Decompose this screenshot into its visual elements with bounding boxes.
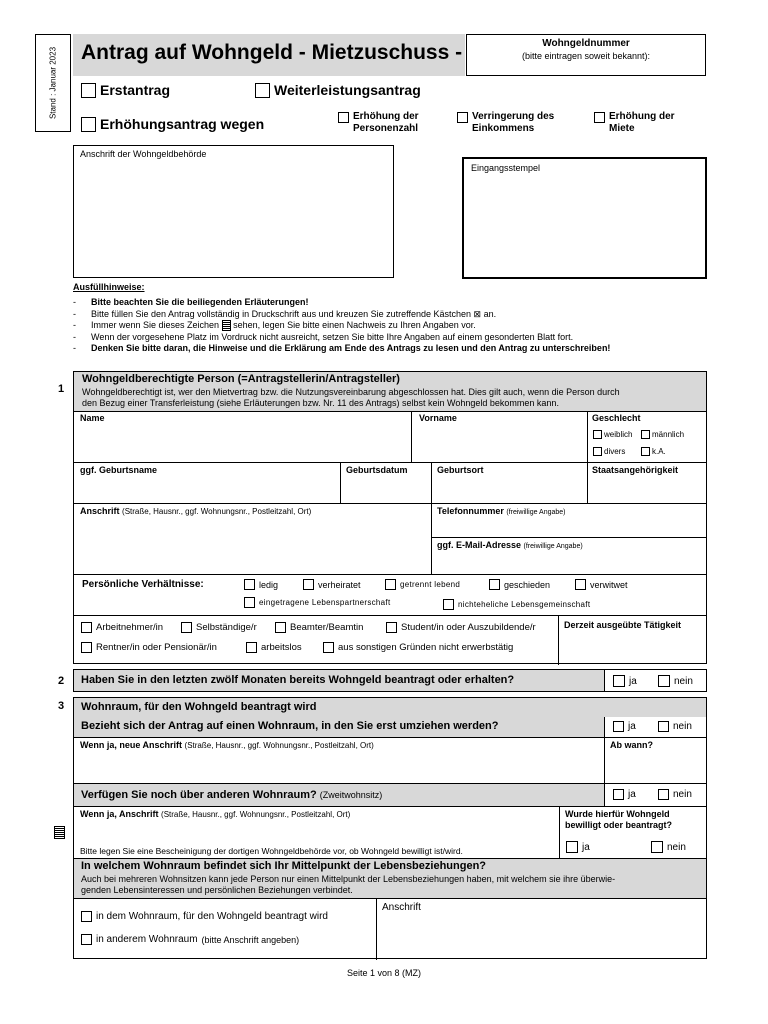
gender-maennlich-checkbox[interactable]	[641, 430, 650, 439]
stamp-box	[462, 157, 707, 279]
gender-weiblich[interactable]: weiblich	[593, 430, 632, 439]
section-3-number: 3	[58, 700, 65, 712]
occ-rentner[interactable]: Rentner/in oder Pensionär/in	[81, 642, 217, 653]
reason-miete-line2: Miete	[609, 123, 635, 134]
telefon-label: Telefonnummer (freiwillige Angabe)	[437, 506, 566, 516]
side-label: Stand : Januar 2023	[48, 46, 58, 120]
approved-yes-checkbox[interactable]	[566, 841, 578, 853]
geburtsdatum-label: Geburtsdatum	[346, 465, 408, 475]
ab-wann-label: Ab wann?	[610, 740, 653, 750]
staat-label: Staatsangehörigkeit	[592, 465, 679, 475]
status-verheiratet[interactable]: verheiratet	[303, 579, 361, 590]
reason-personenzahl[interactable]	[338, 111, 419, 135]
weiterleistung-checkbox[interactable]	[255, 83, 270, 98]
occ-arbeitnehmer[interactable]: Arbeitnehmer/in	[81, 622, 163, 633]
q1-yes-checkbox[interactable]	[613, 721, 624, 732]
occ-sonstige-checkbox[interactable]	[323, 642, 334, 653]
section-3-q2: Verfügen Sie noch über anderen Wohnraum? (Zweitwohnsitz)	[81, 789, 383, 801]
occ-selbstaendig[interactable]: Selbständige/r	[181, 622, 257, 633]
status-verwitwet-checkbox[interactable]	[575, 579, 586, 590]
taetigkeit-label: Derzeit ausgeübte Tätigkeit	[564, 620, 682, 630]
reason-einkommen[interactable]	[457, 111, 554, 135]
approved-label-1: Wurde hierfür Wohngeld	[565, 809, 670, 819]
stamp-label: Eingangsstempel	[471, 163, 541, 173]
erhoehung-option[interactable]	[81, 116, 264, 132]
authority-address-box[interactable]	[73, 145, 394, 278]
occ-arbeitslos-checkbox[interactable]	[246, 642, 257, 653]
section-3-q3: In welchem Wohnraum befindet sich Ihr Mittelpunkt der Lebensbeziehungen?	[81, 860, 487, 872]
gender-maennlich[interactable]: männlich	[641, 430, 684, 439]
reason-einkommen-line1: Verringerung des	[472, 111, 555, 122]
section-2	[73, 669, 707, 692]
section-3-q1: Bezieht sich der Antrag auf einen Wohnraum, in den Sie erst umziehen werden?	[81, 720, 499, 732]
page-title-bar	[73, 34, 465, 76]
reason-miete[interactable]	[594, 111, 675, 135]
hints-list: - Bitte beachten Sie die beiliegenden Erläuterungen! - Bitte füllen Sie den Antrag vollständig in Druckschrift aus und kreuzen Sie zutreffende Kästchen ⊠ an. - Immer wenn Sie dieses Zeichen sehen, legen Sie bitte einen Nachweis zu Ihren Angaben vor. - Wenn der vorgesehene Platz im Vordruck nicht ausreicht, setzen Sie bitte Ihre Angaben auf einem gesonderten Blatt fort. - Denken Sie bitte daran, die Hinweise und die Erklärung am Ende des Antrags zu lesen und den Antrag zu unterschreiben!	[73, 297, 611, 353]
hint-2: Bitte füllen Sie den Antrag vollständig in Druckschrift aus und kreuzen Sie zutreffende Kästchen ⊠ an.	[91, 308, 497, 319]
section-2-yes[interactable]: ja	[613, 675, 637, 687]
geschlecht-label: Geschlecht	[592, 413, 641, 423]
center-opt-1-checkbox[interactable]	[81, 911, 92, 922]
status-lebenspartnerschaft[interactable]: eingetragene Lebenspartnerschaft	[244, 597, 390, 608]
reason-personenzahl-checkbox[interactable]	[338, 112, 349, 123]
wohngeldnummer-label: Wohngeldnummer	[542, 38, 630, 49]
q2-no-checkbox[interactable]	[658, 789, 669, 800]
reason-personenzahl-line1: Erhöhung der	[353, 111, 419, 122]
erstantrag-label: Erstantrag	[100, 82, 171, 98]
q2-no[interactable]: nein	[658, 789, 692, 800]
page-footer: Seite 1 von 8 (MZ)	[346, 968, 422, 978]
section-3-title: Wohnraum, für den Wohngeld beantragt wird	[81, 701, 317, 713]
reason-einkommen-checkbox[interactable]	[457, 112, 468, 123]
approved-label-2: bewilligt oder beantragt?	[565, 820, 673, 830]
section-2-no[interactable]: nein	[658, 675, 693, 687]
q2-yes[interactable]: ja	[613, 789, 636, 800]
hint-1: Bitte beachten Sie die beiliegenden Erläuterungen!	[91, 297, 309, 307]
attach-note: Bitte legen Sie eine Bescheinigung der dortigen Wohngeldbehörde vor, ob Wohngeld bewilligt ist/wird.	[80, 846, 463, 856]
document-icon	[222, 320, 231, 331]
status-verheiratet-checkbox[interactable]	[303, 579, 314, 590]
status-nichteheliche-checkbox[interactable]	[443, 599, 454, 610]
approved-no[interactable]: nein	[651, 841, 686, 853]
email-label: ggf. E-Mail-Adresse (freiwillige Angabe)	[437, 540, 583, 550]
gender-divers[interactable]: divers	[593, 447, 625, 456]
hint-3a: Immer wenn Sie dieses Zeichen	[91, 320, 220, 330]
q1-yes[interactable]: ja	[613, 721, 636, 732]
occ-selbstaendig-checkbox[interactable]	[181, 622, 192, 633]
gender-divers-checkbox[interactable]	[593, 447, 602, 456]
occ-arbeitslos[interactable]: arbeitslos	[246, 642, 302, 653]
approved-yes[interactable]: ja	[566, 841, 590, 853]
hint-4: Wenn der vorgesehene Platz im Vordruck nicht ausreicht, setzen Sie bitte Ihre Angaben auf einem gesonderten Blatt fort.	[91, 331, 574, 342]
section-3-q3-desc-1: Auch bei mehreren Wohnsitzen kann jede Person nur einen Mittelpunkt der Lebensbeziehungen haben, mit welchem sie ihre überwie-	[81, 874, 616, 884]
wohngeldnummer-hint: (bitte eintragen soweit bekannt):	[521, 51, 651, 61]
wohngeldnummer-box[interactable]	[466, 34, 706, 76]
section-1-title: Wohngeldberechtigte Person (=Antragstellerin/Antragsteller)	[82, 373, 400, 385]
gender-weiblich-checkbox[interactable]	[593, 430, 602, 439]
geburtsname-label: ggf. Geburtsname	[80, 465, 158, 475]
erhoehung-checkbox[interactable]	[81, 117, 96, 132]
center-anschrift-label: Anschrift	[382, 902, 421, 913]
reason-miete-line1: Erhöhung der	[609, 111, 675, 122]
hints-title: Ausfüllhinweise:	[73, 282, 145, 292]
reason-miete-checkbox[interactable]	[594, 112, 605, 123]
second-address-label: Wenn ja, Anschrift (Straße, Hausnr., ggf. Wohnungsnr., Postleitzahl, Ort)	[80, 809, 351, 819]
status-verwitwet[interactable]: verwitwet	[575, 579, 628, 590]
section-1-number: 1	[58, 383, 65, 395]
status-nichteheliche[interactable]: nichteheliche Lebensgemeinschaft	[443, 599, 590, 610]
status-getrennt-checkbox[interactable]	[385, 579, 396, 590]
hint-3b: sehen, legen Sie bitte einen Nachweis zu Ihren Angaben vor.	[233, 320, 476, 330]
section-2-question: Haben Sie in den letzten zwölf Monaten bereits Wohngeld beantragt oder erhalten?	[81, 674, 515, 686]
gender-ka[interactable]: k.A.	[641, 447, 666, 456]
section-1-header	[74, 372, 706, 412]
new-address-label: Wenn ja, neue Anschrift (Straße, Hausnr., ggf. Wohnungsnr., Postleitzahl, Ort)	[80, 740, 374, 750]
name-label: Name	[80, 413, 105, 423]
weiterleistung-label: Weiterleistungsantrag	[274, 82, 421, 98]
authority-address-label: Anschrift der Wohngeldbehörde	[80, 149, 207, 159]
erstantrag-option[interactable]	[81, 82, 170, 98]
page-title: Antrag auf Wohngeld - Mietzuschuss -	[81, 41, 463, 64]
approved-no-checkbox[interactable]	[651, 841, 663, 853]
status-ledig[interactable]: ledig	[244, 579, 278, 590]
reason-personenzahl-line2: Personenzahl	[353, 123, 419, 134]
q1-no-checkbox[interactable]	[658, 721, 669, 732]
anschrift-label: Anschrift (Straße, Hausnr., ggf. Wohnungsnr., Postleitzahl, Ort)	[80, 506, 312, 516]
occ-student[interactable]: Student/in oder Auszubildende/r	[386, 622, 536, 633]
section-1-desc-1: Wohngeldberechtigt ist, wer den Mietvertrag bzw. die Nutzungsvereinbarung abgeschlossen hat. Dies gilt auch, wenn die Person durch	[82, 387, 620, 397]
section-2-no-checkbox[interactable]	[658, 675, 670, 687]
section-3	[73, 697, 707, 959]
center-opt-2-checkbox[interactable]	[81, 934, 92, 945]
section-2-number: 2	[58, 675, 65, 687]
occ-rentner-checkbox[interactable]	[81, 642, 92, 653]
center-opt-2[interactable]: in anderem Wohnraum (bitte Anschrift angeben)	[81, 934, 299, 945]
section-2-yes-checkbox[interactable]	[613, 675, 625, 687]
hint-5: Denken Sie bitte daran, die Hinweise und die Erklärung am Ende des Antrags zu lesen und den Antrag zu unterschreiben!	[91, 343, 611, 353]
q2-yes-checkbox[interactable]	[613, 789, 624, 800]
status-ledig-checkbox[interactable]	[244, 579, 255, 590]
status-getrennt[interactable]: getrennt lebend	[385, 579, 460, 590]
section-1	[73, 371, 707, 664]
q1-no[interactable]: nein	[658, 721, 692, 732]
weiterleistung-option[interactable]	[255, 82, 421, 98]
occ-sonstige[interactable]: aus sonstigen Gründen nicht erwerbstätig	[323, 642, 513, 653]
vorname-label: Vorname	[419, 413, 457, 423]
erhoehung-label: Erhöhungsantrag wegen	[100, 116, 265, 132]
status-geschieden[interactable]: geschieden	[489, 579, 550, 590]
geburtsort-label: Geburtsort	[437, 465, 484, 475]
verhaeltnisse-label: Persönliche Verhältnisse:	[82, 579, 204, 590]
occ-beamter-checkbox[interactable]	[275, 622, 286, 633]
status-lebenspartnerschaft-checkbox[interactable]	[244, 597, 255, 608]
gender-ka-checkbox[interactable]	[641, 447, 650, 456]
side-label-box	[35, 34, 71, 132]
reason-einkommen-line2: Einkommens	[472, 123, 535, 134]
section-3-q3-desc-2: genden Lebensinteressen und persönlichen Beziehungen verbindet.	[81, 885, 353, 895]
erstantrag-checkbox[interactable]	[81, 83, 96, 98]
occ-arbeitnehmer-checkbox[interactable]	[81, 622, 92, 633]
center-opt-1[interactable]: in dem Wohnraum, für den Wohngeld beantragt wird	[81, 911, 328, 922]
proof-document-icon	[54, 824, 65, 842]
section-1-desc-2: den Bezug einer Transferleistung (siehe Erläuterungen bzw. Nr. 11 des Antrags) selbst kein Wohngeld bekommen kann.	[82, 398, 559, 408]
occ-student-checkbox[interactable]	[386, 622, 397, 633]
occ-beamter[interactable]: Beamter/Beamtin	[275, 622, 363, 633]
status-geschieden-checkbox[interactable]	[489, 579, 500, 590]
